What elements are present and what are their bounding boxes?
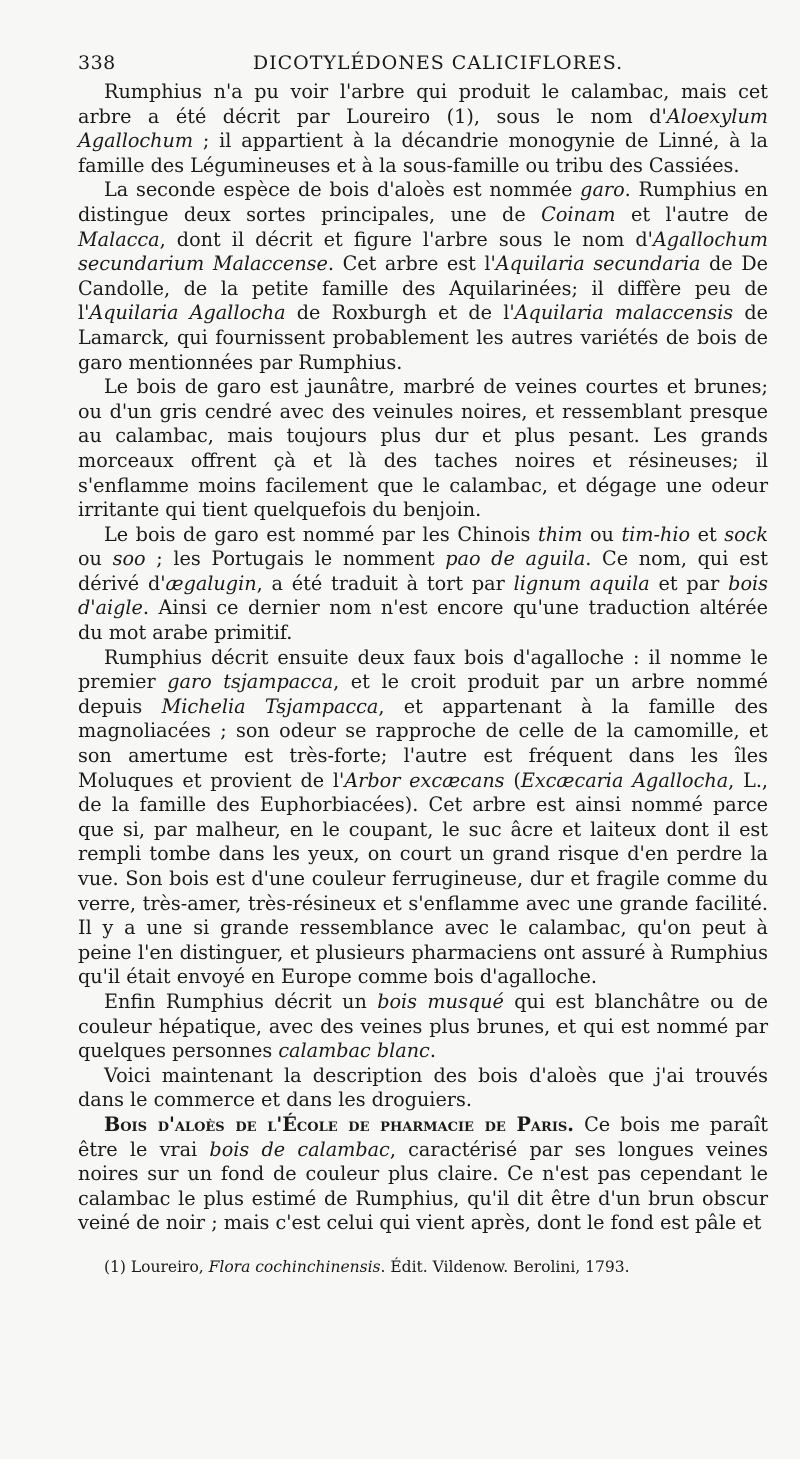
paragraph: [78, 178, 768, 375]
text-run: , et appartenant à la famille des magnoliacées ; son odeur se rapproche de celle de la camomille, et son amertume est très-forte; l'autre est fréquent dans les îles Moluques et provient de l': [78, 694, 768, 792]
text-run: . Cet arbre est l': [327, 252, 496, 276]
text-run: .: [429, 1039, 436, 1063]
section-heading: Bois d'aloès de l'École de pharmacie de Paris.: [104, 1112, 574, 1136]
italic-term: Flora cochinchinensis: [208, 1257, 381, 1276]
text-run: ou: [582, 522, 622, 546]
paragraph: [78, 990, 768, 1064]
page-header: [78, 52, 768, 74]
paragraph: [78, 523, 768, 646]
italic-term: Michelia Tsjampacca: [161, 694, 379, 718]
text-run: Rumphius n'a pu voir l'arbre qui produit le calambac, mais cet arbre a été décrit par Loureiro (1), sous le nom d': [78, 80, 768, 128]
text-run: (: [504, 768, 521, 792]
text-run: et l'autre de: [615, 202, 768, 226]
italic-term: lignum aquila: [513, 571, 650, 595]
text-run: . Ce nom, qui est dérivé d': [78, 547, 768, 595]
italic-term: thim: [537, 522, 583, 546]
text-run: , dont il décrit et figure l'arbre sous le nom d': [159, 227, 653, 251]
italic-term: sock: [724, 522, 768, 546]
text-run: Ce bois me paraît être le vrai: [78, 1112, 769, 1161]
text-run: Enfin Rumphius décrit un: [104, 989, 378, 1013]
italic-term: Coinam: [541, 202, 616, 226]
text-run: , caractérisé par ses longues veines noires sur un fond de couleur plus claire. Ce n'est pas cependant le calambac le plus estimé de Rumphius, qu'il dit être d'un brun obscur veiné de noir ; mais c'est celui qui vient après, dont le fond est pâle et: [78, 1137, 768, 1235]
text-run: qui est blanchâtre ou de couleur hépatique, avec des veines plus brunes, et qui est nommé par quelques personnes: [78, 989, 769, 1063]
page-number: 338: [78, 52, 116, 74]
text-run: Voici maintenant la description des bois d'aloès que j'ai trouvés dans le commerce et dans les droguiers.: [78, 1063, 768, 1112]
text-run: , L., de la famille des Euphorbiacées). Cet arbre est ainsi nommé parce que si, par malheur, en le coupant, le suc âcre et laiteux dont il est rempli tombe dans les yeux, on court un grand risque d'en perdre la vue. Son bois est d'une couleur ferrugineuse, dur et fragile comme du verre, très-amer, très-résineux et s'enflamme avec une grande facilité. Il y a une si grande ressemblance avec le calambac, qu'on peut à peine l'en distinguer, et plusieurs pharmaciens ont assuré à Rumphius qu'il était envoyé en Europe comme bois d'agalloche.: [78, 768, 769, 989]
paragraph: [78, 646, 768, 990]
text-run: . Rumphius en distingue deux sortes principales, une de: [78, 178, 768, 226]
italic-term: Aquilaria secundaria: [495, 252, 701, 276]
text-run: Le bois de garo est jaunâtre, marbré de veines courtes et brunes; ou d'un gris cendré avec des veinules noires, et ressemblant presque au calambac, mais toujours plus dur et plus pesant. Les grands morceaux offrent çà et là des taches noires et résineuses; il s'enflamme moins facilement que le calambac, et dégage une odeur irritante qui tient quelquefois du benjoin.: [78, 375, 768, 522]
italic-term: bois de calambac: [209, 1137, 390, 1161]
running-head: DICOTYLÉDONES CALICIFLORES.: [252, 52, 624, 74]
text-run: Rumphius décrit ensuite deux faux bois d'agalloche : il nomme le premier: [78, 645, 768, 694]
text-run: et: [690, 522, 725, 546]
italic-term: Malacca: [78, 227, 160, 251]
italic-term: Agallochum secundarium Malaccense: [78, 227, 768, 276]
italic-term: soo: [112, 547, 146, 571]
text-run: ; il appartient à la décandrie monogynie de Linné, à la famille des Légumineuses et à la sous-famille ou tribu des Cassiées.: [78, 129, 768, 177]
text-run: ou: [78, 547, 113, 571]
text-run: ; les Portugais le nomment: [145, 547, 446, 571]
body-text: [78, 80, 768, 1236]
text-run: (1) Loureiro,: [104, 1257, 209, 1276]
text-run: , et le croit produit par un arbre nommé depuis: [78, 670, 768, 718]
paragraph: [78, 1113, 768, 1236]
italic-term: bois d'aigle: [78, 571, 768, 620]
italic-term: Aloexylum Agallochum: [78, 104, 768, 153]
text-run: . Ainsi ce dernier nom n'est encore qu'une traduction altérée du mot arabe primitif.: [78, 596, 768, 645]
italic-term: tim-hio: [621, 522, 691, 546]
italic-term: garo: [580, 178, 625, 202]
paragraph: [78, 80, 768, 178]
text-run: La seconde espèce de bois d'aloès est nommée: [104, 178, 581, 202]
text-run: de Roxburgh et de l': [285, 301, 515, 325]
italic-term: Aquilaria Agallocha: [89, 301, 286, 325]
italic-term: bois musqué: [377, 989, 504, 1013]
text-run: de Lamarck, qui fournissent probablement les autres variétés de bois de garo mentionnées par Rumphius.: [78, 301, 768, 374]
italic-term: pao de aguila: [445, 547, 586, 571]
italic-term: Aquilaria malaccensis: [514, 301, 734, 325]
text-run: et par: [649, 571, 729, 595]
italic-term: Arbor excæcans: [344, 768, 505, 792]
footnote: [78, 1258, 768, 1276]
italic-term: garo tsjampacca: [167, 670, 334, 694]
italic-term: ægalugin: [165, 571, 257, 595]
text-run: , a été traduit à tort par: [256, 571, 514, 595]
paragraph: [78, 375, 768, 523]
text-run: Le bois de garo est nommé par les Chinois: [104, 522, 538, 546]
text-run: . Édit. Vildenow. Berolini, 1793.: [380, 1257, 630, 1276]
italic-term: Excæcaria Agallocha: [520, 768, 729, 792]
italic-term: calambac blanc: [278, 1039, 430, 1063]
text-run: de De Candolle, de la petite famille des Aquilarinées; il diffère peu de l': [78, 252, 768, 325]
paragraph: [78, 1064, 768, 1113]
